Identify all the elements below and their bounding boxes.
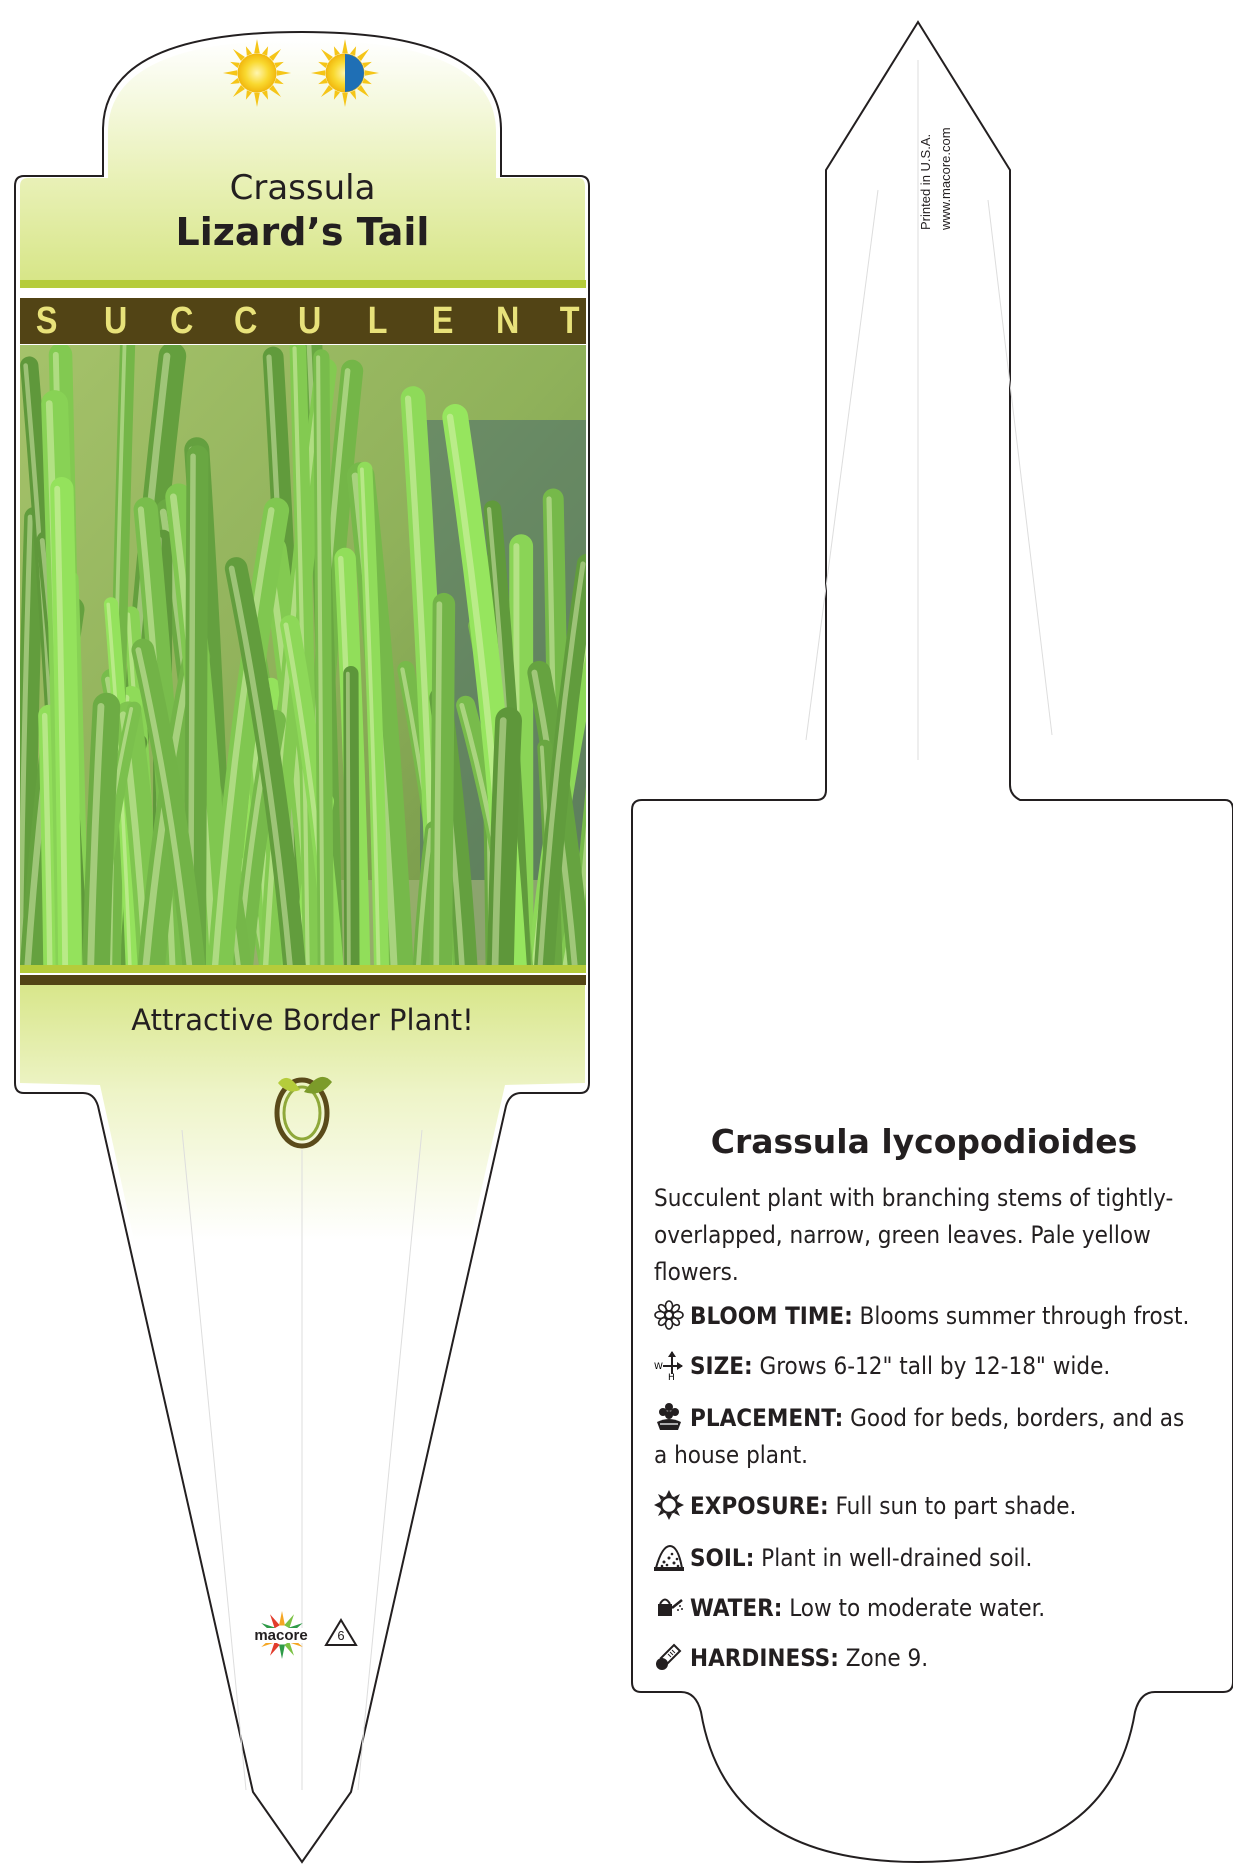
care-text: Plant in well-drained soil.: [754, 1544, 1033, 1572]
full-sun-icon: [223, 39, 291, 107]
category-letter: U: [298, 300, 322, 342]
placement-icon: [654, 1402, 684, 1432]
category-letter: C: [170, 300, 194, 342]
common-name: Lizard’s Tail: [175, 210, 430, 254]
category-letter: L: [367, 300, 388, 342]
category-letter: N: [496, 300, 520, 342]
category-letter: U: [104, 300, 128, 342]
care-text: Blooms summer through frost.: [852, 1302, 1190, 1330]
category-letter: S: [35, 300, 58, 342]
recycle-number: 6: [337, 1628, 345, 1643]
printed-in: Printed in U.S.A.: [918, 133, 933, 230]
care-text: Good for beds, borders, and as a house plant.: [654, 1404, 1185, 1469]
brand-name: macore: [254, 1627, 308, 1644]
care-row: [654, 1348, 1194, 1385]
category-letter: T: [559, 300, 580, 342]
care-label: SIZE:: [690, 1352, 753, 1380]
size-icon: [654, 1350, 684, 1380]
front-rule-dark: [20, 975, 586, 985]
care-row: [654, 1540, 1194, 1577]
category-banner: [20, 298, 586, 344]
care-label: WATER:: [690, 1594, 783, 1622]
back-tag-outline: [632, 22, 1233, 1862]
svg-text:H: H: [668, 1373, 675, 1380]
care-row: [654, 1590, 1194, 1627]
care-row: [654, 1298, 1194, 1335]
botanical-name: Crassula lycopodioides: [710, 1122, 1138, 1161]
care-text: Low to moderate water.: [782, 1594, 1046, 1622]
genus-label: Crassula: [229, 168, 376, 208]
care-row: [654, 1640, 1194, 1677]
category-letter: E: [431, 300, 454, 342]
care-row: [654, 1488, 1194, 1525]
care-label: HARDINESS:: [690, 1644, 839, 1672]
plant-photo: [20, 330, 625, 980]
tagline: Attractive Border Plant!: [131, 1003, 474, 1037]
care-label: EXPOSURE:: [690, 1492, 829, 1520]
soil-icon: [654, 1542, 684, 1572]
watering-can-icon: [654, 1592, 684, 1622]
care-label: PLACEMENT:: [690, 1404, 844, 1432]
care-text: Grows 6-12" tall by 12-18" wide.: [752, 1352, 1111, 1380]
sun-outline-icon: [654, 1490, 684, 1520]
care-row: [654, 1400, 1194, 1474]
website: www.macore.com: [938, 127, 953, 230]
category-letter: C: [234, 300, 258, 342]
part-shade-icon: [311, 39, 379, 107]
care-label: SOIL:: [690, 1544, 755, 1572]
front-rule-bottom: [20, 965, 586, 973]
svg-text:W: W: [654, 1362, 663, 1372]
description: Succulent plant with branching stems of tightly-overlapped, narrow, green leaves. Pale yellow flowers.: [654, 1184, 1174, 1286]
care-label: BLOOM TIME:: [690, 1302, 853, 1330]
care-text: Zone 9.: [838, 1644, 929, 1672]
flower-icon: [654, 1300, 684, 1330]
front-rule-top: [20, 280, 586, 288]
care-text: Full sun to part shade.: [828, 1492, 1077, 1520]
thermometer-icon: [654, 1642, 684, 1672]
